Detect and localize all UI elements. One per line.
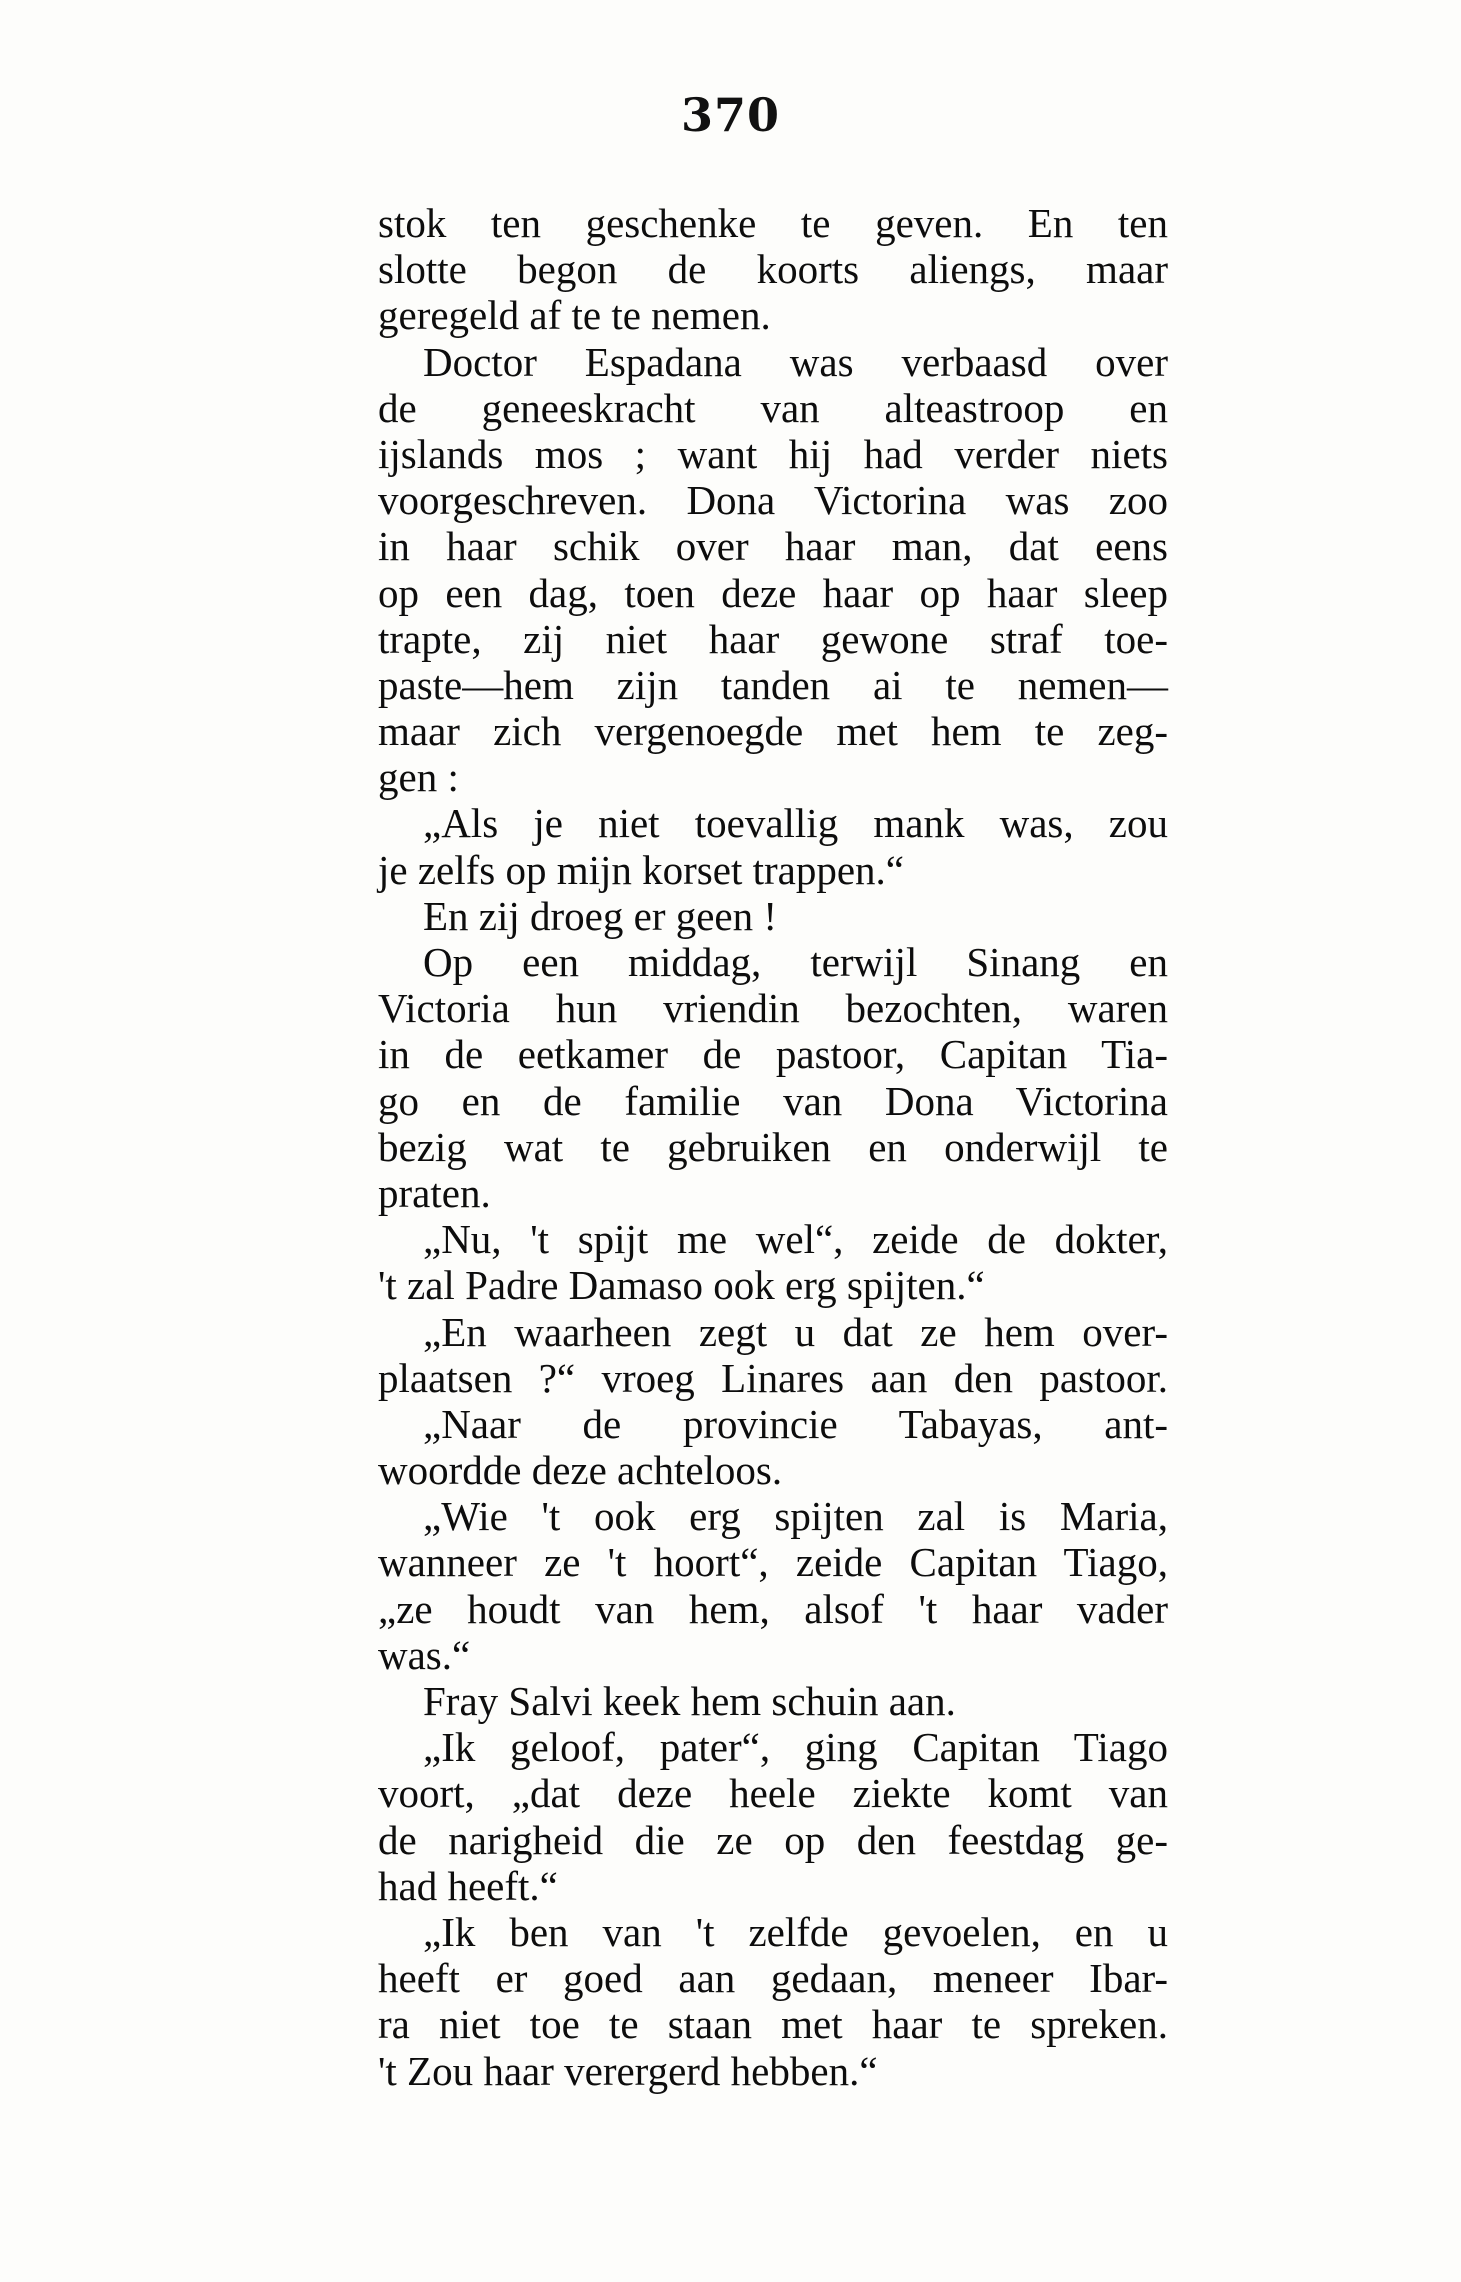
text-line: wanneer ze 't hoort“, zeide Capitan Tiago,	[378, 1539, 1168, 1586]
text-line: woordde deze achteloos.	[378, 1447, 783, 1494]
text-line: trapte, zij niet haar gewone straf toe-	[378, 615, 1168, 662]
text-line: voort, „dat deze heele ziekte komt van	[378, 1770, 1168, 1817]
text-line: stok ten geschenke te geven. En ten	[378, 200, 1168, 246]
text-line: ijslands mos ; want hij had verder niets	[378, 430, 1168, 477]
text-line: En zij droeg er geen !	[423, 892, 778, 939]
text-line: praten.	[378, 1169, 491, 1216]
text-line: plaatsen ?“ vroeg Linares aan den pastoor.	[378, 1354, 1168, 1401]
text-line: 't Zou haar verergerd hebben.“	[378, 2047, 878, 2094]
text-line: „ze houdt van hem, alsof 't haar vader	[378, 1585, 1168, 1632]
text-line: gen :	[378, 754, 459, 801]
page-number: 370	[680, 88, 781, 142]
text-line: had heeft.“	[378, 1862, 558, 1909]
text-line: Op een middag, terwijl Sinang en	[423, 939, 1168, 985]
text-line: geregeld af te te nemen.	[378, 292, 771, 339]
text-line: in haar schik over haar man, dat eens	[378, 523, 1168, 570]
text-line: „Wie 't ook erg spijten zal is Maria,	[423, 1493, 1168, 1540]
text-line: ra niet toe te staan met haar te spreken.	[378, 2001, 1168, 2048]
text-line: de narigheid die ze op den feestdag ge-	[378, 1816, 1168, 1863]
text-line: „Naar de provincie Tabayas, ant-	[423, 1400, 1168, 1447]
text-line: in de eetkamer de pastoor, Capitan Tia-	[378, 1031, 1168, 1078]
text-line: maar zich vergenoegde met hem te zeg-	[378, 708, 1168, 755]
text-line: Doctor Espadana was verbaasd over	[423, 338, 1168, 385]
text-line: bezig wat te gebruiken en onderwijl te	[378, 1123, 1168, 1170]
text-line: paste—hem zijn tanden ai te nemen—	[378, 661, 1168, 708]
text-line: was.“	[378, 1631, 471, 1678]
text-line: je zelfs op mijn korset trappen.“	[378, 846, 904, 893]
text-line: go en de familie van Dona Victorina	[378, 1077, 1168, 1124]
text-line: „Ik ben van 't zelfde gevoelen, en u	[423, 1908, 1168, 1955]
text-line: de geneeskracht van alteastroop en	[378, 384, 1168, 431]
body-text	[378, 200, 1168, 2094]
text-line: 't zal Padre Damaso ook erg spijten.“	[378, 1262, 985, 1309]
text-line: „Als je niet toevallig mank was, zou	[423, 800, 1168, 847]
text-line: „Nu, 't spijt me wel“, zeide de dokter,	[423, 1216, 1168, 1263]
text-line: Fray Salvi keek hem schuin aan.	[423, 1678, 956, 1724]
text-line: op een dag, toen deze haar op haar sleep	[378, 569, 1168, 616]
text-line: Victoria hun vriendin bezochten, waren	[378, 985, 1168, 1032]
text-line: „En waarheen zegt u dat ze hem over-	[423, 1308, 1168, 1355]
text-line: heeft er goed aan gedaan, meneer Ibar-	[378, 1955, 1168, 2002]
text-line: „Ik geloof, pater“, ging Capitan Tiago	[423, 1724, 1168, 1771]
text-line: slotte begon de koorts aliengs, maar	[378, 246, 1168, 293]
text-line: voorgeschreven. Dona Victorina was zoo	[378, 477, 1168, 524]
